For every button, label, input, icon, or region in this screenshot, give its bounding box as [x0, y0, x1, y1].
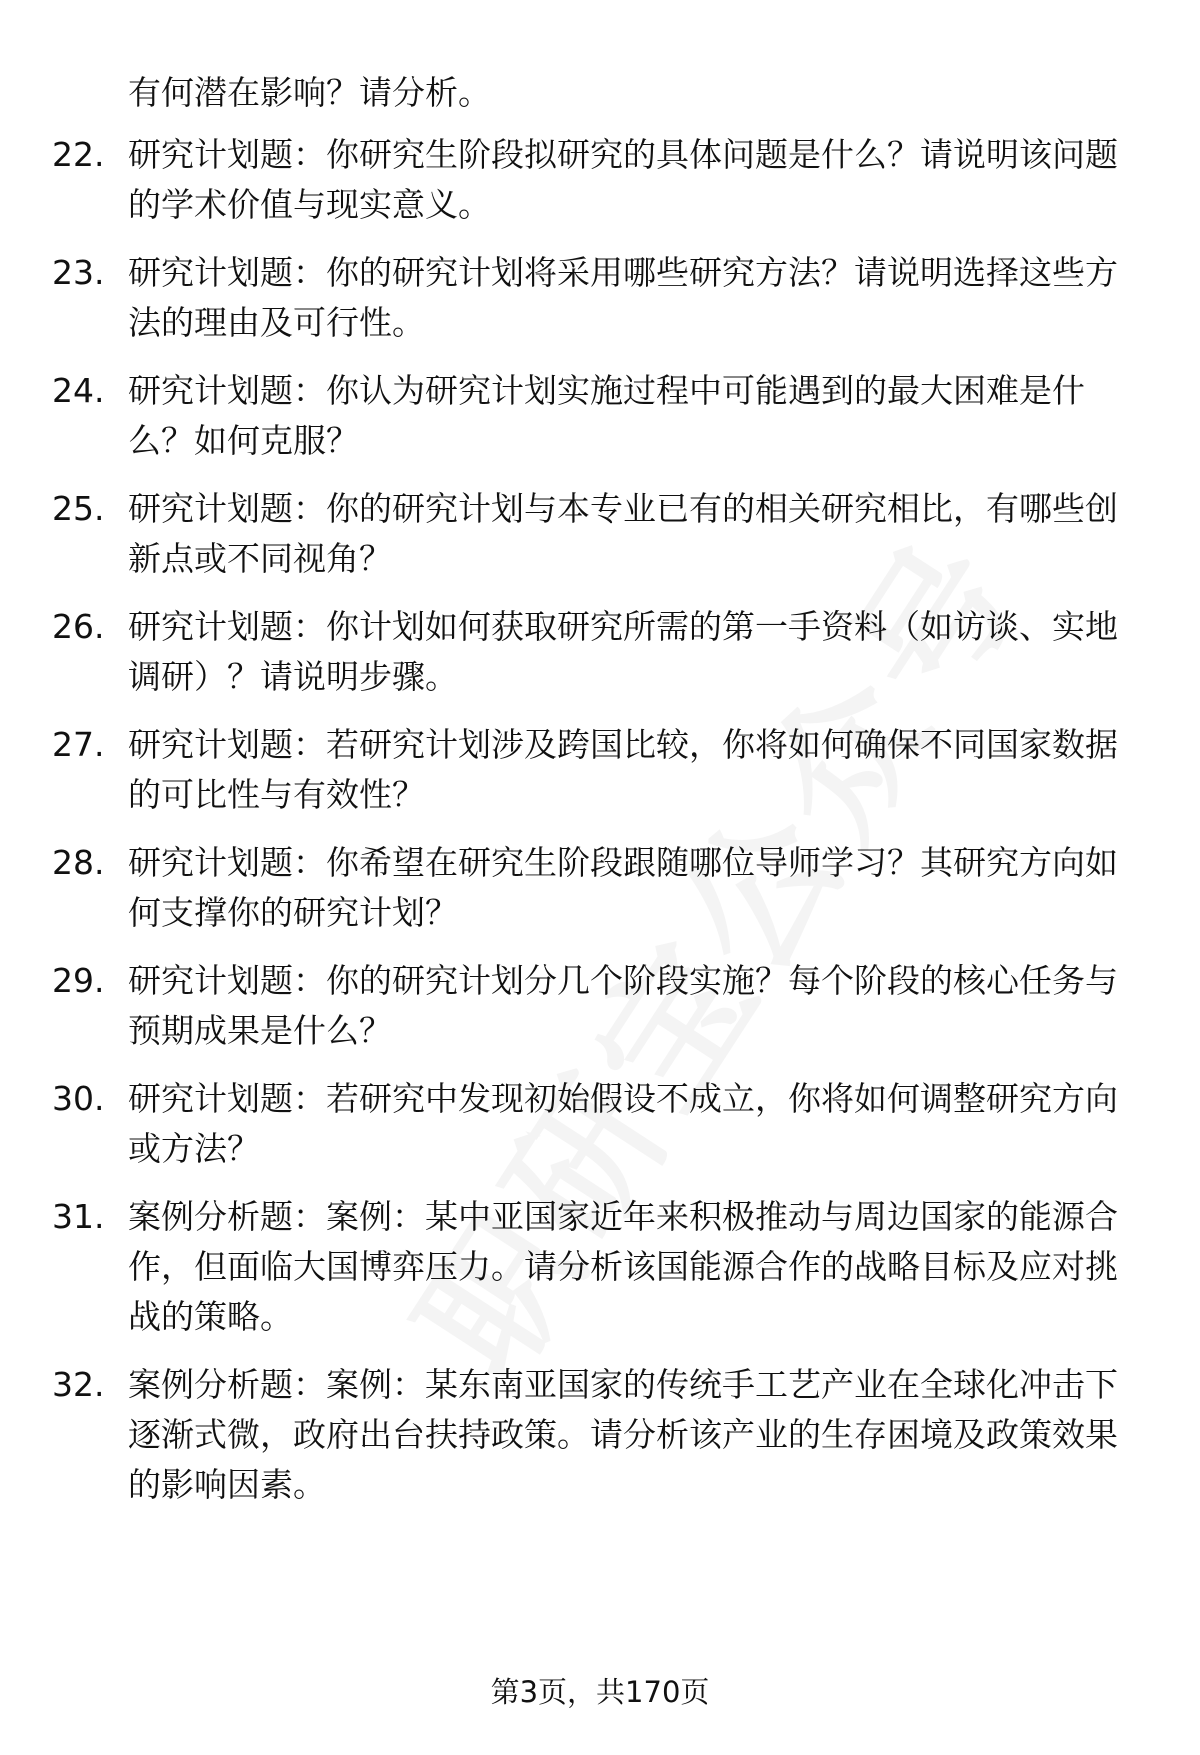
question-number: 31. [52, 1197, 105, 1236]
question-text: 研究计划题：你的研究计划分几个阶段实施？每个阶段的核心任务与预期成果是什么？ [128, 961, 1118, 1050]
question-text: 案例分析题：案例：某东南亚国家的传统手工艺产业在全球化冲击下逐渐式微，政府出台扶持政策。请分析该产业的生存困境及政策效果的影响因素。 [128, 1365, 1118, 1504]
question-number: 24. [52, 371, 105, 410]
question-number: 28. [52, 843, 105, 882]
question-number: 25. [52, 489, 105, 528]
question-text: 研究计划题：你希望在研究生阶段跟随哪位导师学习？其研究方向如何支撑你的研究计划？ [128, 843, 1118, 932]
question-number: 22. [52, 135, 105, 174]
question-text: 研究计划题：你认为研究计划实施过程中可能遇到的最大困难是什么？如何克服？ [128, 371, 1085, 460]
continuation-text: 有何潜在影响？请分析。 [128, 73, 491, 112]
question-text: 研究计划题：你的研究计划将采用哪些研究方法？请说明选择这些方法的理由及可行性。 [128, 253, 1118, 342]
question-number: 23. [52, 253, 105, 292]
question-text: 案例分析题：案例：某中亚国家近年来积极推动与周边国家的能源合作，但面临大国博弈压力。请分析该国能源合作的战略目标及应对挑战的策略。 [128, 1197, 1118, 1336]
page-footer: 第3页，共170页 [490, 1675, 710, 1709]
question-text: 研究计划题：若研究计划涉及跨国比较，你将如何确保不同国家数据的可比性与有效性？ [128, 725, 1118, 814]
question-number: 32. [52, 1365, 105, 1404]
question-number: 27. [52, 725, 105, 764]
question-text: 研究计划题：你的研究计划与本专业已有的相关研究相比，有哪些创新点或不同视角？ [128, 489, 1118, 578]
question-text: 研究计划题：你计划如何获取研究所需的第一手资料（如访谈、实地调研）？请说明步骤。 [128, 607, 1118, 696]
question-text: 研究计划题：若研究中发现初始假设不成立，你将如何调整研究方向或方法？ [128, 1079, 1118, 1168]
question-text: 研究计划题：你研究生阶段拟研究的具体问题是什么？请说明该问题的学术价值与现实意义。 [128, 135, 1118, 224]
question-number: 30. [52, 1079, 105, 1118]
question-number: 29. [52, 961, 105, 1000]
question-number: 26. [52, 607, 105, 646]
